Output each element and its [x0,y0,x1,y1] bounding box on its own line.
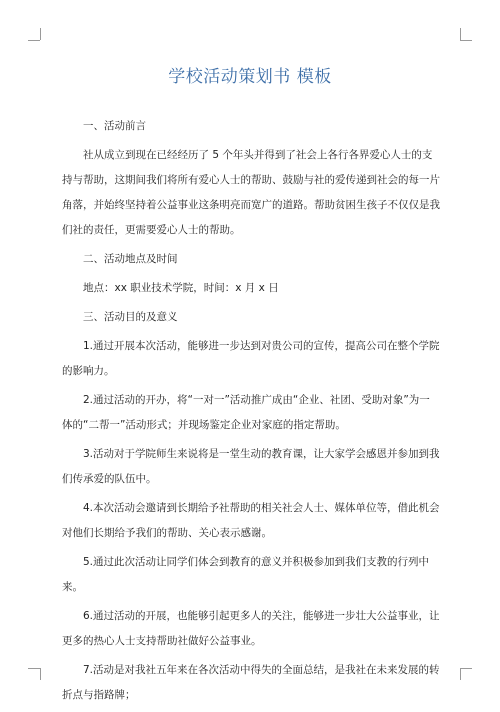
list-item: 6.通过活动的开展，也能够引起更多人的关注，能够进一步壮大公益事业，让更多的热心人士支持帮助社做好公益事业。 [62,610,440,647]
section-heading: 三、活动目的及意义 [83,311,178,323]
list-item: 1.通过开展本次活动，能够进一步达到对贵公司的宣传，提高公司在整个学院的影响力。 [62,340,440,377]
list-item: 2.通过活动的开办，将“一对一”活动推广成由“企业、社团、受助对象”为一体的“二帮一”活动形式；并现场鉴定企业对家庭的指定帮助。 [62,394,430,431]
section-heading: 二、活动地点及时间 [83,253,178,265]
section-paragraph: 地点：xx 职业技术学院，时间：x 月 x 日 [83,282,279,294]
section-heading: 一、活动前言 [83,120,146,132]
list-item: 4.本次活动会邀请到长期给予社帮助的相关社会人士、媒体单位等，借此机会对他们长期给予我们的帮助、关心表示感谢。 [62,502,440,539]
list-item: 7.活动是对我社五年来在各次活动中得失的全面总结，是我社在未来发展的转折点与指路牌； [62,664,440,701]
list-item: 5.通过此次活动让同学们体会到教育的意义并积极参加到我们支教的行列中来。 [62,556,430,593]
section-paragraph: 社从成立到现在已经经历了 5 个年头并得到了社会上各行各界爱心人士的支持与帮助，这期间我们将所有爱心人士的帮助、鼓励与社的爱传递到社会的每一片角落，并始终坚持着公益事业这条明亮而宽广的道路。帮助贫困生孩子不仅仅是我们社的责任，更需要爱心人士的帮助。 [62,149,440,236]
document-title: 学校活动策划书 模板 [168,67,332,87]
document-body [62,114,440,712]
list-item: 3.活动对于学院师生来说将是一堂生动的教育课，让大家学会感恩并参加到我们传承爱的队伍中。 [62,448,440,485]
